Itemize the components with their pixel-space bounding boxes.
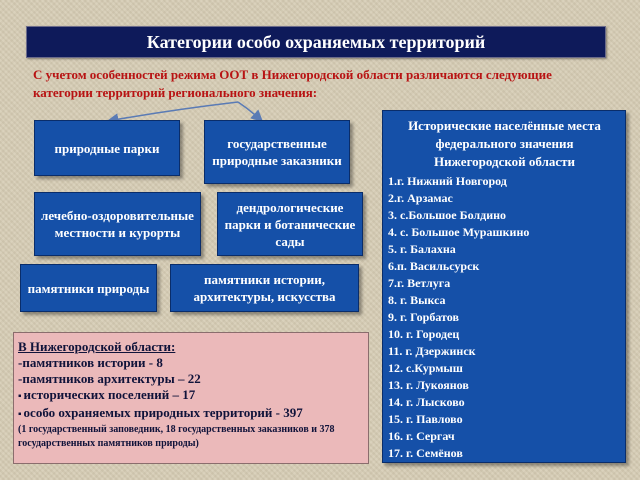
slide-title: Категории особо охраняемых территорий <box>26 26 606 58</box>
list-item: 13. г. Лукоянов <box>388 378 469 392</box>
arrow-to-reserves <box>238 102 262 121</box>
historic-places-title: Исторические населённые места федерального значения Нижегородской области <box>408 118 601 169</box>
category-state-reserves <box>204 120 350 184</box>
category-nature-monuments-label: памятники природы <box>27 280 150 296</box>
stats-note: (1 государственный заповедник, 18 государственных заказников и 378 государственных памятников природы) <box>18 424 335 449</box>
list-item: 10. г. Городец <box>388 327 460 341</box>
list-item: 17. г. Семёнов <box>388 446 463 460</box>
category-history-monuments-label: памятники истории, архитектуры, искусства <box>193 272 336 304</box>
category-health-resorts <box>34 192 201 256</box>
category-nature-monuments <box>20 264 157 312</box>
historic-places-list <box>388 173 621 462</box>
list-item: 2.г. Арзамас <box>388 191 453 205</box>
list-item: 16. г. Сергач <box>388 429 455 443</box>
category-state-reserves-label: государственные природные заказники <box>212 136 342 168</box>
arrow-to-natural-parks <box>108 102 238 121</box>
region-stats-panel <box>13 332 369 464</box>
list-item: 15. г. Павлово <box>388 412 463 426</box>
category-dendro-gardens <box>217 192 363 256</box>
list-item: 14. г. Лысково <box>388 395 465 409</box>
category-dendro-gardens-label: дендрологические парки и ботанические сады <box>224 199 356 249</box>
list-item: 5. г. Балахна <box>388 242 456 256</box>
list-item: 6.п. Васильсурск <box>388 259 480 273</box>
stats-protected-text: особо охраняемых природных территорий - 397 <box>23 405 303 420</box>
stats-protected-count <box>18 405 364 423</box>
stats-architecture-count: -памятников архитектуры – 22 <box>18 371 201 386</box>
list-item: 11. г. Дзержинск <box>388 344 476 358</box>
intro-text: С учетом особенностей режима ООТ в Нижегородской области различаются следующие категории территорий регионального значения: <box>33 67 552 100</box>
list-item: 12. с.Курмыш <box>388 361 463 375</box>
category-health-resorts-label: лечебно-оздоровительные местности и курорты <box>41 208 194 240</box>
list-item: 3. с.Большое Болдино <box>388 208 507 222</box>
list-item: 8. г. Выкса <box>388 293 446 307</box>
list-item: 4. с. Большое Мурашкино <box>388 225 530 239</box>
historic-places-panel <box>382 110 626 463</box>
stats-history-count: -памятников истории - 8 <box>18 355 163 370</box>
category-natural-parks <box>34 120 180 176</box>
list-item: 9. г. Горбатов <box>388 310 459 324</box>
category-history-monuments <box>170 264 359 312</box>
stats-settlements-count <box>18 387 364 405</box>
list-item: 7.г. Ветлуга <box>388 276 451 290</box>
list-item: 1.г. Нижний Новгород <box>388 174 507 188</box>
stats-heading: В Нижегородской области: <box>18 339 176 354</box>
stats-settlements-text: исторических поселений – 17 <box>23 387 196 402</box>
category-natural-parks-label: природные парки <box>54 140 160 156</box>
